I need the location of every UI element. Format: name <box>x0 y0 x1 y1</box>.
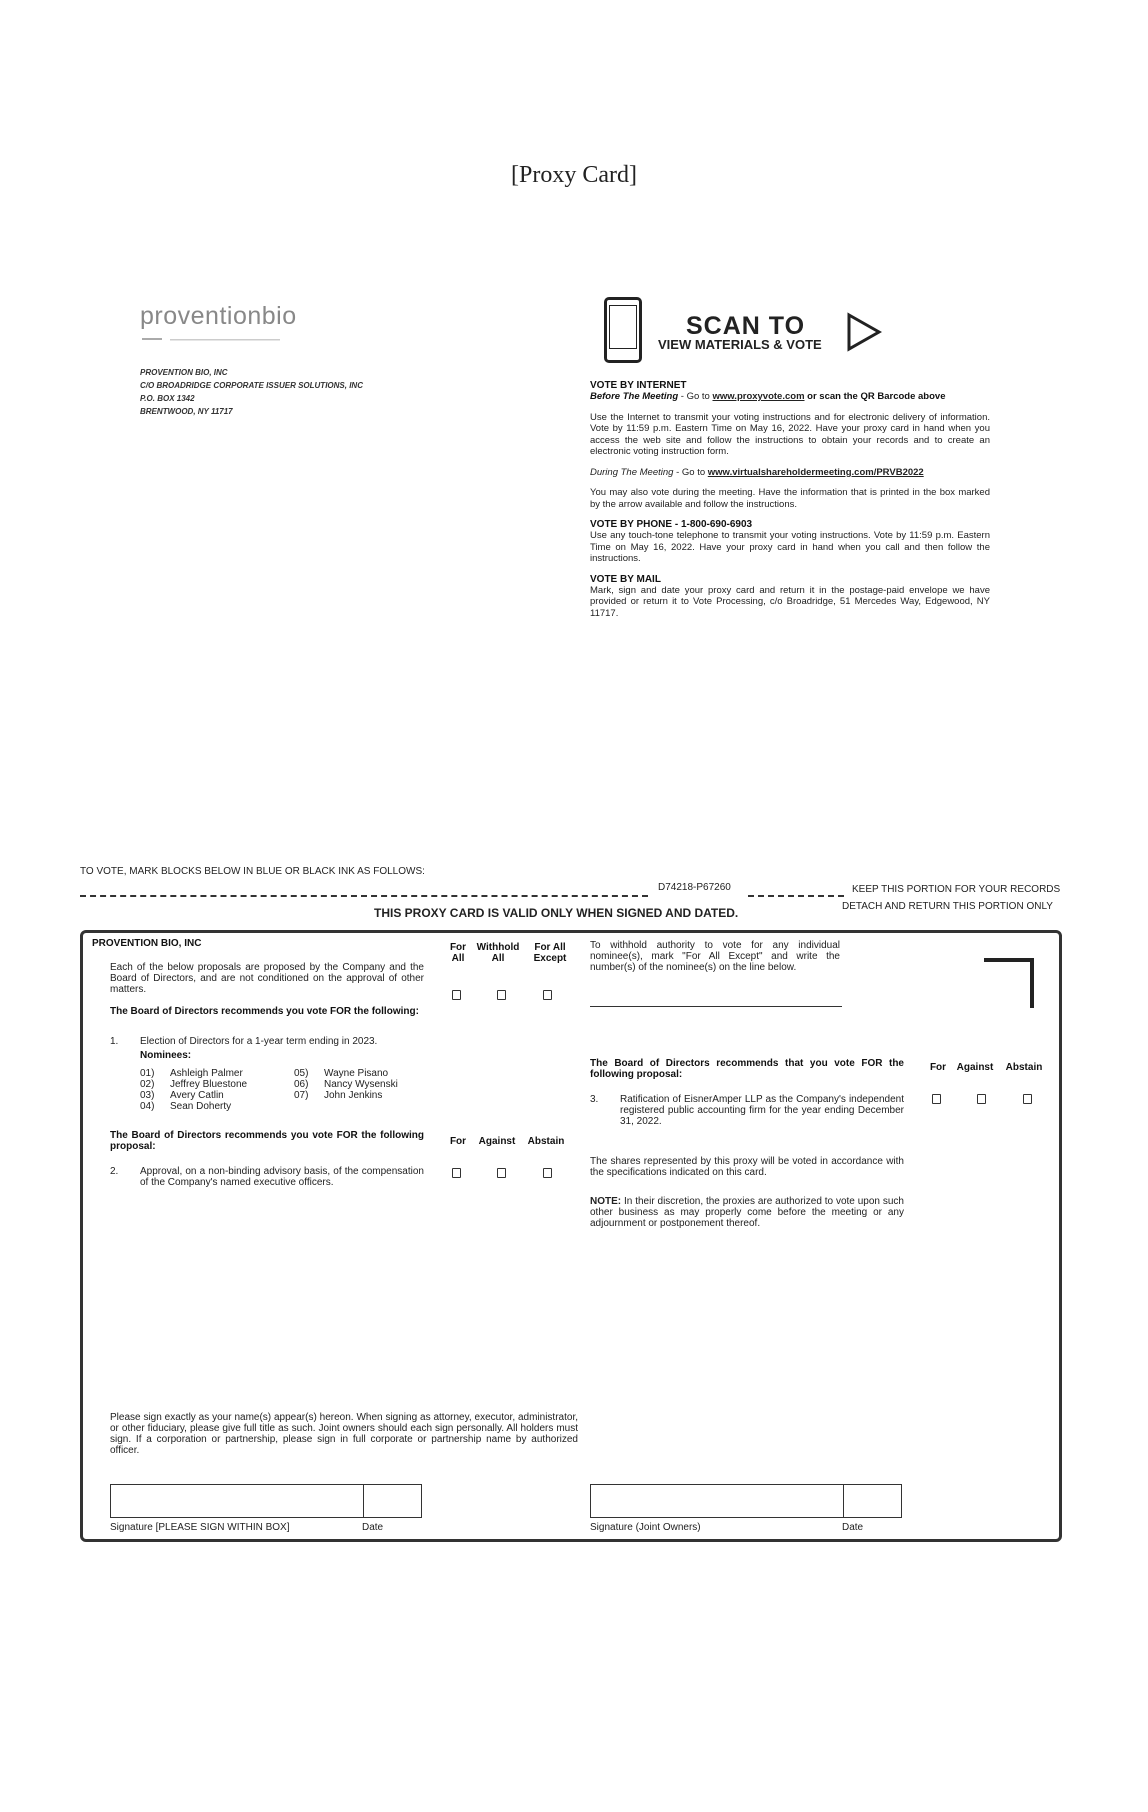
during-meeting-line <box>590 467 990 479</box>
during-meeting-label: During The Meeting <box>590 466 674 478</box>
col-for: For <box>449 1136 467 1147</box>
virtual-meeting-link[interactable]: www.virtualshareholdermeeting.com/PRVB2022 <box>707 466 924 478</box>
signature-box[interactable] <box>110 1484 422 1518</box>
date-divider <box>843 1485 844 1517</box>
recommendation-1: The Board of Directors recommends you vote FOR the following: <box>110 1006 419 1017</box>
mail-paragraph: Mark, sign and date your proxy card and return it in the postage-paid envelope we have provided or return it to Vote Processing, c/o Broadridge, 51 Mercedes Way, Edgewood, NY 11717. <box>590 584 990 619</box>
valid-notice: THIS PROXY CARD IS VALID ONLY WHEN SIGNED AND DATED. <box>374 906 739 920</box>
signing-instructions: Please sign exactly as your name(s) appear(s) hereon. When signing as attorney, executor, administrator, or other fiduciary, please give full title as such. Joint owners should each sign personally. All holders must sign. If a corporation or partnership, please sign in full corporate or partnership name by authorized officer. <box>110 1412 578 1456</box>
item-2-abstain-checkbox[interactable] <box>543 1168 552 1178</box>
vote-phone-heading: VOTE BY PHONE - 1-800-690-6903 <box>590 519 753 530</box>
during-meeting-text: - Go to <box>673 466 708 478</box>
before-meeting-tail: or scan the QR Barcode above <box>804 391 946 402</box>
recommendation-3: The Board of Directors recommends that you vote FOR the following proposal: <box>590 1058 904 1080</box>
internet-paragraph: Use the Internet to transmit your voting instructions and for electronic delivery of information. Vote by 11:59 p.m. Eastern Time on May 16, 2022. Have your proxy card in hand when you access the web site and follow the instructions to obtain your records and to create an electronic voting instruction form. <box>590 411 990 457</box>
company-logo <box>140 302 300 350</box>
item-2-for-checkbox[interactable] <box>452 1168 461 1178</box>
nominee-row: 06) Nancy Wysenski <box>294 1079 398 1090</box>
note-label: NOTE: <box>590 1196 622 1207</box>
card-company: PROVENTION BIO, INC <box>92 938 202 949</box>
detach-line <box>80 895 648 897</box>
col-against: Against <box>478 1136 516 1147</box>
vote-mail-heading: VOTE BY MAIL <box>590 573 661 585</box>
nominees-left-list <box>140 1068 247 1112</box>
col-abstain: Abstain <box>1005 1062 1043 1073</box>
address-line: C/O BROADRIDGE CORPORATE ISSUER SOLUTIONS, INC <box>140 381 363 390</box>
address-line: PROVENTION BIO, INC <box>140 368 228 377</box>
keep-portion-note: KEEP THIS PORTION FOR YOUR RECORDS <box>852 884 1061 895</box>
item-3-abstain-checkbox[interactable] <box>1023 1094 1032 1104</box>
corner-mark <box>984 958 1034 1008</box>
return-address <box>140 366 363 418</box>
item-3-number: 3. <box>590 1094 599 1105</box>
item-1-for-all-checkbox[interactable] <box>452 990 461 1000</box>
card-intro: Each of the below proposals are proposed by the Company and the Board of Directors, and are not conditioned on the approval of other matters. <box>110 962 424 995</box>
page-title: [Proxy Card] <box>511 162 637 188</box>
mark-instructions: TO VOTE, MARK BLOCKS BELOW IN BLUE OR BLACK INK AS FOLLOWS: <box>80 866 425 877</box>
date-label: Date <box>362 1522 384 1533</box>
scan-heading: SCAN TO <box>686 312 806 340</box>
during-meeting-paragraph: You may also vote during the meeting. Have the information that is printed in the box marked by the arrow available and follow the instructions. <box>590 487 990 510</box>
nominee-row: 01) Ashleigh Palmer <box>140 1068 243 1079</box>
note-text: In their discretion, the proxies are authorized to vote upon such other business as may properly come before the meeting or any adjournment or postponement thereof. <box>590 1196 904 1229</box>
nominee-exception-line[interactable] <box>590 1006 842 1007</box>
phone-screen-icon <box>609 305 637 349</box>
shares-note: The shares represented by this proxy will be voted in accordance with the specifications indicated on this card. <box>590 1156 904 1178</box>
item-3-against-checkbox[interactable] <box>977 1094 986 1104</box>
item-1-for-all-except-checkbox[interactable] <box>543 990 552 1000</box>
withhold-instructions: To withhold authority to vote for any individual nominee(s), mark "For All Except" and write the number(s) of the nominee(s) on the line below. <box>590 940 840 973</box>
vote-internet-section <box>590 380 990 619</box>
col-abstain: Abstain <box>527 1136 565 1147</box>
logo-wordmark: proventionbio <box>140 302 297 330</box>
discretion-note <box>590 1196 904 1229</box>
address-line: P.O. BOX 1342 <box>140 394 195 403</box>
nominees-label: Nominees: <box>140 1050 192 1061</box>
col-for-all-except: For All Except <box>533 942 567 964</box>
col-for: For <box>929 1062 947 1073</box>
item-3-text: Ratification of EisnerAmper LLP as the Company's independent registered public accounting firm for the year ending December 31, 2022. <box>620 1094 904 1127</box>
control-code: D74218-P67260 <box>658 882 731 893</box>
arrow-icon <box>846 312 882 352</box>
item-2-number: 2. <box>110 1166 119 1177</box>
item-1-withhold-all-checkbox[interactable] <box>497 990 506 1000</box>
before-meeting-line <box>590 391 990 403</box>
item-2-text: Approval, on a non-binding advisory basis, of the compensation of the Company's named executive officers. <box>140 1166 424 1188</box>
nominees-right-list <box>294 1068 398 1101</box>
scan-subheading: VIEW MATERIALS & VOTE <box>658 337 822 352</box>
item-1-number: 1. <box>110 1036 119 1047</box>
item-2-against-checkbox[interactable] <box>497 1168 506 1178</box>
before-meeting-text: - Go to <box>678 391 713 402</box>
col-for-all: For All <box>449 942 467 964</box>
joint-signature-box[interactable] <box>590 1484 902 1518</box>
nominee-row: 02) Jeffrey Bluestone <box>140 1079 248 1090</box>
item-3-for-checkbox[interactable] <box>932 1094 941 1104</box>
address-line: BRENTWOOD, NY 11717 <box>140 407 233 416</box>
col-against: Against <box>956 1062 994 1073</box>
phone-paragraph: Use any touch-tone telephone to transmit your voting instructions. Vote by 11:59 p.m. Eastern Time on May 16, 2022. Have your proxy card in hand when you call and then follow the instructions. <box>590 530 990 564</box>
proxyvote-link[interactable]: www.proxyvote.com <box>712 391 805 402</box>
nominee-row: 05) Wayne Pisano <box>294 1068 389 1079</box>
nominee-row: 03) Avery Catlin <box>140 1090 224 1101</box>
joint-signature-label: Signature (Joint Owners) <box>590 1522 701 1533</box>
item-1-text: Election of Directors for a 1-year term ending in 2023. <box>140 1036 378 1047</box>
nominee-row: 07) John Jenkins <box>294 1090 383 1101</box>
vote-internet-heading: VOTE BY INTERNET <box>590 380 687 391</box>
detach-portion-note: DETACH AND RETURN THIS PORTION ONLY <box>842 901 1053 912</box>
joint-date-label: Date <box>842 1522 864 1533</box>
col-withhold-all: Withhold All <box>476 942 520 964</box>
recommendation-2: The Board of Directors recommends you vote FOR the following proposal: <box>110 1130 424 1152</box>
signature-label: Signature [PLEASE SIGN WITHIN BOX] <box>110 1522 290 1533</box>
detach-line <box>748 895 844 897</box>
logo-tagline-graphic <box>140 336 290 344</box>
before-meeting-label: Before The Meeting <box>590 391 679 402</box>
date-divider <box>363 1485 364 1517</box>
nominee-row: 04) Sean Doherty <box>140 1101 232 1112</box>
